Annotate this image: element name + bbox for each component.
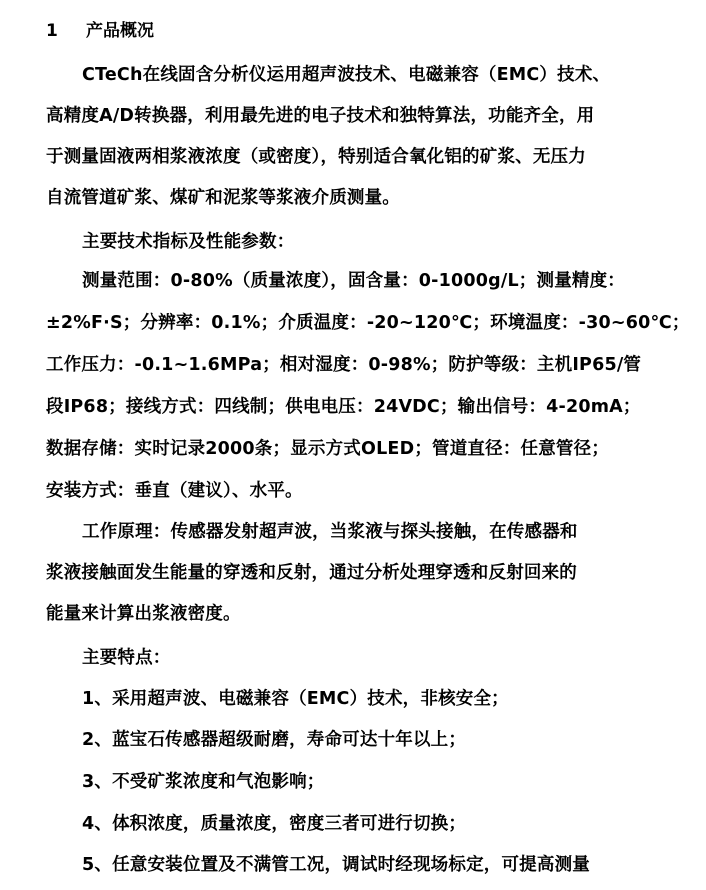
paragraph-line: 数据存储：实时记录2000条；显示方式OLED；管道直径：任意管径；: [46, 439, 610, 459]
list-item: 1、采用超声波、电磁兼容（EMC）技术，非核安全；: [82, 689, 509, 709]
subheading-features: 主要特点：: [82, 648, 171, 668]
paragraph-line: 工作原理：传感器发射超声波，当浆液与探头接触，在传感器和: [82, 522, 578, 542]
paragraph-line: 高精度A/D转换器，利用最先进的电子技术和独特算法，功能齐全，用: [46, 106, 595, 126]
paragraph-line: 安装方式：垂直（建议）、水平。: [46, 481, 303, 501]
list-item: 3、不受矿浆浓度和气泡影响；: [82, 772, 325, 792]
paragraph-line: 自流管道矿浆、煤矿和泥浆等浆液介质测量。: [46, 188, 400, 208]
section-heading: [46, 16, 154, 46]
paragraph-line: ±2%F·S；分辨率：0.1%；介质温度：-20~120℃；环境温度：-30~60℃；: [46, 313, 690, 333]
paragraph-line: 于测量固液两相浆液浓度（或密度），特别适合氧化铝的矿浆、无压力: [46, 147, 586, 167]
list-item: 2、蓝宝石传感器超级耐磨，寿命可达十年以上；: [82, 730, 467, 750]
section-number: 1: [46, 21, 58, 41]
paragraph-line: 段IP68；接线方式：四线制；供电电压：24VDC；输出信号：4-20mA；: [46, 397, 641, 417]
paragraph-line: 工作压力：-0.1~1.6MPa；相对湿度：0-98%；防护等级：主机IP65/管: [46, 355, 642, 375]
list-item: 4、体积浓度，质量浓度，密度三者可进行切换；: [82, 814, 467, 834]
paragraph-line: 浆液接触面发生能量的穿透和反射，通过分析处理穿透和反射回来的: [46, 563, 577, 583]
paragraph-line: 测量范围：0-80%（质量浓度），固含量：0-1000g/L；测量精度：: [82, 271, 625, 291]
subheading-specs: 主要技术指标及性能参数：: [82, 232, 295, 252]
list-item: 5、任意安装位置及不满管工况，调试时经现场标定，可提高测量: [82, 855, 590, 875]
section-title: 产品概况: [86, 21, 154, 41]
paragraph-line: CTeCh在线固含分析仪运用超声波技术、电磁兼容（EMC）技术、: [82, 65, 611, 85]
paragraph-line: 能量来计算出浆液密度。: [46, 604, 241, 624]
